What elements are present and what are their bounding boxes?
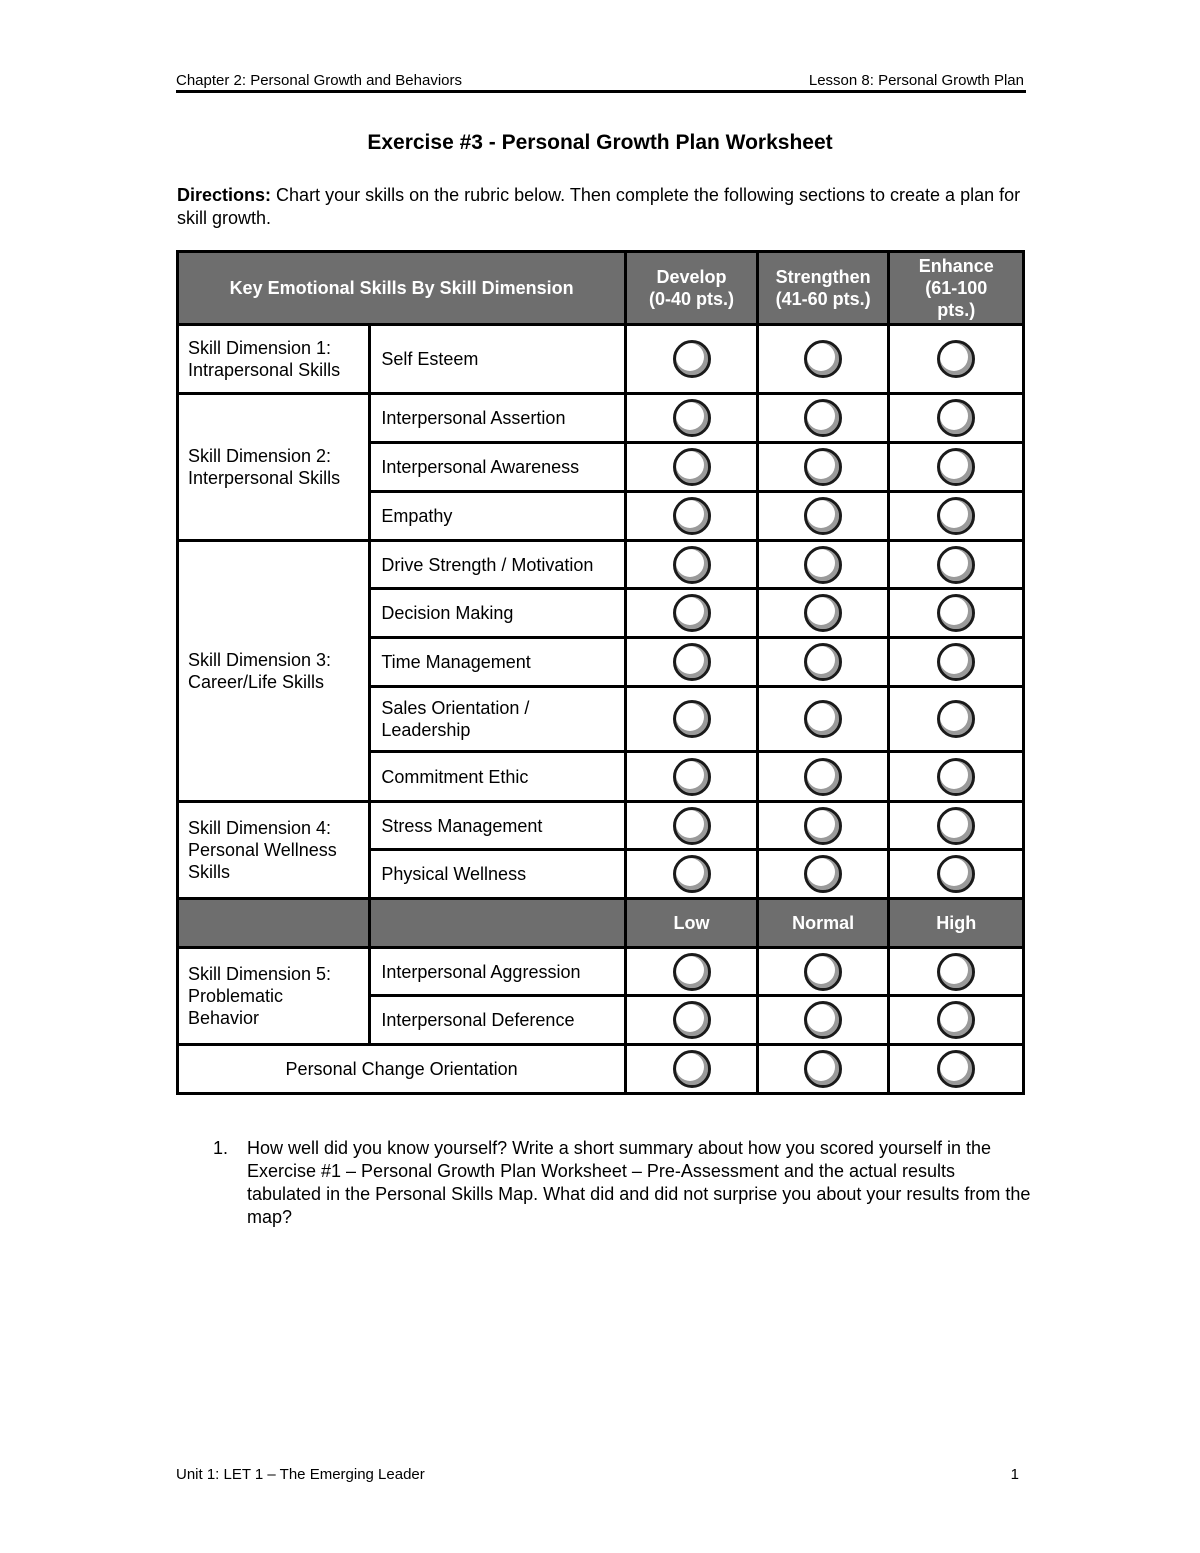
page-header-right: Lesson 8: Personal Growth Plan xyxy=(808,72,1024,89)
skill-label: Drive Strength / Motivation xyxy=(370,541,626,589)
dimension-5-label: Skill Dimension 5: Problematic Behavior xyxy=(178,948,370,1045)
rating-circle[interactable] xyxy=(937,758,975,796)
rating-circle[interactable] xyxy=(937,700,975,738)
rating-circle[interactable] xyxy=(673,1050,711,1088)
rating-circle[interactable] xyxy=(937,497,975,535)
rating-circle[interactable] xyxy=(937,643,975,681)
dimension-4-label: Skill Dimension 4: Personal Wellness Skills xyxy=(178,802,370,899)
page-header-left: Chapter 2: Personal Growth and Behaviors xyxy=(176,72,462,89)
rating-circle[interactable] xyxy=(673,340,711,378)
rating-circle[interactable] xyxy=(937,448,975,486)
rating-circle[interactable] xyxy=(937,953,975,991)
skill-label: Sales Orientation / Leadership xyxy=(370,687,626,752)
level-header-row xyxy=(178,899,1024,948)
level-high: High xyxy=(889,899,1024,948)
level-header-empty xyxy=(178,899,370,948)
skill-label: Self Esteem xyxy=(370,325,626,394)
table-row xyxy=(178,948,1024,996)
rating-circle[interactable] xyxy=(804,546,842,584)
question-number: 1. xyxy=(213,1138,229,1158)
level-low: Low xyxy=(626,899,758,948)
level-normal: Normal xyxy=(757,899,889,948)
directions xyxy=(177,184,1027,230)
rating-circle[interactable] xyxy=(804,340,842,378)
rating-circle[interactable] xyxy=(804,1050,842,1088)
rating-circle[interactable] xyxy=(673,807,711,845)
skill-label: Interpersonal Assertion xyxy=(370,394,626,443)
rating-circle[interactable] xyxy=(673,399,711,437)
page-footer-left: Unit 1: LET 1 – The Emerging Leader xyxy=(176,1466,425,1483)
table-header-row xyxy=(178,252,1024,325)
rating-circle[interactable] xyxy=(804,855,842,893)
rating-circle[interactable] xyxy=(673,546,711,584)
rating-circle[interactable] xyxy=(804,643,842,681)
rating-circle[interactable] xyxy=(937,1001,975,1039)
table-row xyxy=(178,802,1024,850)
table-row xyxy=(178,1045,1024,1094)
skill-label: Interpersonal Deference xyxy=(370,996,626,1045)
skill-label: Time Management xyxy=(370,638,626,687)
rating-circle[interactable] xyxy=(937,546,975,584)
header-strengthen: Strengthen (41-60 pts.) xyxy=(757,252,889,325)
rating-circle[interactable] xyxy=(937,399,975,437)
rating-circle[interactable] xyxy=(673,953,711,991)
directions-text: Chart your skills on the rubric below. Then complete the following sections to create a plan for skill growth. xyxy=(177,185,1021,228)
table-row xyxy=(178,394,1024,443)
rating-circle[interactable] xyxy=(804,497,842,535)
personal-change-orientation-label: Personal Change Orientation xyxy=(178,1045,626,1094)
skill-label: Physical Wellness xyxy=(370,850,626,899)
page-title: Exercise #3 - Personal Growth Plan Worksheet xyxy=(367,131,833,154)
header-develop: Develop (0-40 pts.) xyxy=(626,252,758,325)
rating-circle[interactable] xyxy=(804,700,842,738)
rating-circle[interactable] xyxy=(804,953,842,991)
rating-circle[interactable] xyxy=(673,448,711,486)
rating-circle[interactable] xyxy=(804,1001,842,1039)
skills-rubric-table xyxy=(176,250,1025,1095)
table-row xyxy=(178,325,1024,394)
table-row xyxy=(178,541,1024,589)
skill-label: Stress Management xyxy=(370,802,626,850)
skill-label: Interpersonal Aggression xyxy=(370,948,626,996)
rating-circle[interactable] xyxy=(673,700,711,738)
rating-circle[interactable] xyxy=(937,855,975,893)
rating-circle[interactable] xyxy=(937,340,975,378)
rating-circle[interactable] xyxy=(937,807,975,845)
skill-label: Commitment Ethic xyxy=(370,752,626,802)
question-text: How well did you know yourself? Write a short summary about how you scored yourself in the Exercise #1 – Personal Growth Plan Worksheet – Pre-Assessment and the actual results tabulated in the Personal Skills Map. What did and did not surprise you about your results from the map? xyxy=(247,1138,1031,1227)
level-header-empty xyxy=(370,899,626,948)
rating-circle[interactable] xyxy=(804,448,842,486)
rating-circle[interactable] xyxy=(804,807,842,845)
rating-circle[interactable] xyxy=(804,594,842,632)
rating-circle[interactable] xyxy=(937,594,975,632)
rating-circle[interactable] xyxy=(673,1001,711,1039)
skill-label: Interpersonal Awareness xyxy=(370,443,626,492)
page-number: 1 xyxy=(1010,1466,1019,1483)
header-rule xyxy=(176,90,1026,93)
rating-circle[interactable] xyxy=(673,855,711,893)
dimension-2-label: Skill Dimension 2: Interpersonal Skills xyxy=(178,394,370,541)
skill-label: Decision Making xyxy=(370,589,626,638)
rating-circle[interactable] xyxy=(673,497,711,535)
rating-circle[interactable] xyxy=(804,758,842,796)
rating-circle[interactable] xyxy=(673,643,711,681)
rating-circle[interactable] xyxy=(673,594,711,632)
header-skills: Key Emotional Skills By Skill Dimension xyxy=(178,252,626,325)
dimension-1-label: Skill Dimension 1: Intrapersonal Skills xyxy=(178,325,370,394)
rating-circle[interactable] xyxy=(804,399,842,437)
dimension-3-label: Skill Dimension 3: Career/Life Skills xyxy=(178,541,370,802)
rating-circle[interactable] xyxy=(673,758,711,796)
header-enhance: Enhance (61-100 pts.) xyxy=(889,252,1024,325)
skill-label: Empathy xyxy=(370,492,626,541)
rating-circle[interactable] xyxy=(937,1050,975,1088)
directions-label: Directions: xyxy=(177,185,272,205)
